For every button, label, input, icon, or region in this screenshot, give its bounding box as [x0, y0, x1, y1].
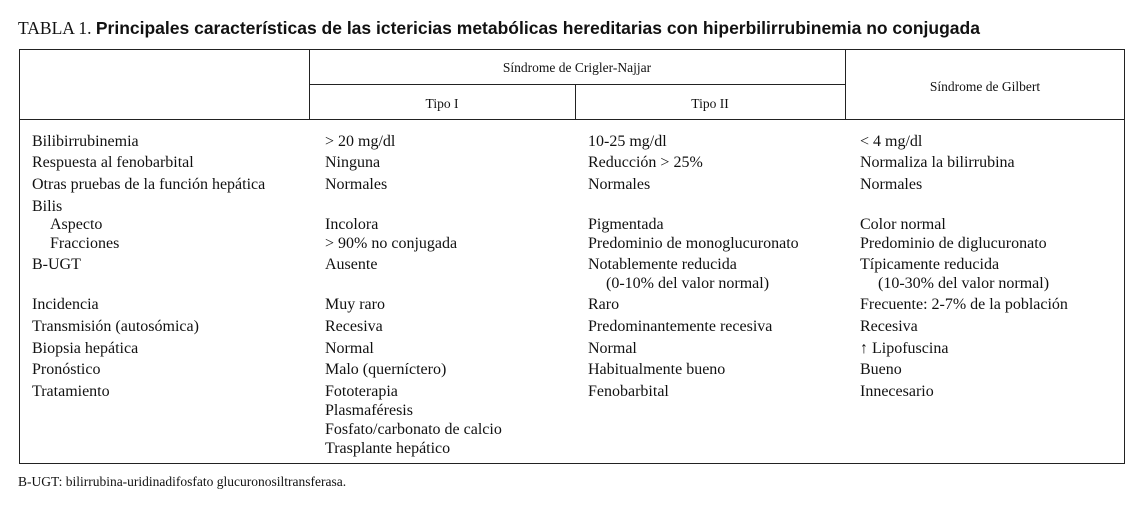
cell-line: (0-10% del valor normal) — [606, 275, 770, 292]
cell-tipo-2 — [588, 295, 619, 314]
cell-tipo-2 — [588, 234, 799, 253]
cell-line: Innecesario — [860, 383, 934, 400]
row-label: Aspecto — [50, 216, 103, 233]
cell-tipo-2 — [588, 382, 669, 401]
cell-gilbert — [860, 360, 902, 379]
cell-line: ↑ Lipofuscina — [860, 340, 949, 357]
row-label: Otras pruebas de la función hepática — [32, 176, 266, 193]
cell-line: (10-30% del valor normal) — [878, 275, 1050, 292]
header-tipo-2: Tipo II — [691, 96, 729, 111]
cell-line: Habitualmente bueno — [588, 361, 726, 378]
cell-line: Normaliza la bilirrubina — [860, 154, 1015, 171]
cell-line: Predominio de diglucuronato — [860, 235, 1047, 252]
table-caption: Principales características de las ictericias metabólicas hereditarias con hiperbilirrubinemia no conjugada — [95, 18, 980, 38]
table-title — [18, 17, 980, 39]
cell-gilbert — [860, 215, 946, 234]
footnote: B-UGT: bilirrubina-uridinadifosfato glucuronosiltransferasa. — [18, 474, 347, 489]
cell-tipo-1 — [325, 234, 457, 253]
cell-line: Normales — [325, 176, 388, 193]
cell-gilbert — [860, 317, 918, 336]
cell-line: Notablemente reducida — [588, 256, 737, 273]
cell-tipo-1 — [325, 317, 383, 336]
cell-line: Típicamente reducida — [860, 256, 1000, 273]
cell-line: Bueno — [860, 361, 902, 378]
cell-line: Normales — [860, 176, 923, 193]
cell-gilbert — [860, 153, 1015, 172]
cell-line: Malo (querníctero) — [325, 361, 447, 378]
row-label: Pronóstico — [32, 361, 101, 378]
cell-tipo-1 — [325, 132, 395, 151]
cell-line: > 20 mg/dl — [325, 133, 396, 150]
cell-line: Reducción > 25% — [588, 154, 703, 171]
cell-line: Ninguna — [325, 154, 381, 171]
cell-tipo-2 — [588, 255, 769, 293]
cell-tipo-1 — [325, 382, 502, 458]
header-gilbert: Síndrome de Gilbert — [929, 79, 1041, 94]
cell-line: Ausente — [325, 256, 378, 273]
row-label: Tratamiento — [32, 383, 110, 400]
cell-line: Fototerapia — [325, 383, 398, 400]
row-label: Fracciones — [50, 235, 120, 252]
cell-line: Color normal — [860, 216, 946, 233]
cell-gilbert — [860, 382, 934, 401]
cell-tipo-2 — [588, 360, 725, 379]
cell-line: Raro — [588, 296, 620, 313]
cell-line: Normales — [588, 176, 651, 193]
header-crigler-najjar: Síndrome de Crigler-Najjar — [502, 60, 652, 75]
cell-line: Muy raro — [325, 296, 385, 313]
cell-tipo-1 — [325, 295, 385, 314]
cell-line: Fosfato/carbonato de calcio — [325, 421, 502, 438]
cell-tipo-1 — [325, 360, 446, 379]
row-label: Bilibirrubinemia — [32, 133, 139, 150]
row-label: B-UGT — [32, 256, 81, 273]
cell-line: < 4 mg/dl — [860, 133, 923, 150]
cell-line: Plasmaféresis — [325, 402, 413, 419]
cell-line: Incolora — [325, 216, 379, 233]
cell-tipo-2 — [588, 153, 703, 172]
cell-line: 10-25 mg/dl — [588, 133, 667, 150]
header-tipo-1: Tipo I — [425, 96, 459, 111]
row-label: Incidencia — [32, 296, 99, 313]
row-label: Biopsia hepática — [32, 340, 139, 357]
cell-line: Predominio de monoglucuronato — [588, 235, 799, 252]
cell-tipo-1 — [325, 153, 380, 172]
header-group-divider — [309, 84, 845, 85]
cell-gilbert — [860, 132, 922, 151]
cell-tipo-2 — [588, 132, 667, 151]
cell-tipo-1 — [325, 175, 387, 194]
table-number: TABLA 1. — [18, 18, 92, 38]
cell-tipo-2 — [588, 317, 772, 336]
header-bottom-rule — [20, 119, 1125, 120]
row-label: Bilis — [32, 198, 63, 215]
cell-gilbert — [860, 234, 1047, 253]
cell-line: Fenobarbital — [588, 383, 669, 400]
cell-gilbert — [860, 339, 948, 358]
cell-line: Trasplante hepático — [325, 440, 451, 457]
cell-gilbert — [860, 295, 1068, 314]
cell-line: Predominantemente recesiva — [588, 318, 773, 335]
cell-line: Recesiva — [860, 318, 918, 335]
cell-tipo-2 — [588, 339, 637, 358]
cell-line: Normal — [325, 340, 374, 357]
cell-line: Normal — [588, 340, 637, 357]
row-label: Respuesta al fenobarbital — [32, 154, 194, 171]
cell-line: Frecuente: 2-7% de la población — [860, 296, 1068, 313]
cell-tipo-2 — [588, 215, 664, 234]
cell-tipo-2 — [588, 175, 650, 194]
row-label: Transmisión (autosómica) — [32, 318, 199, 335]
cell-line: Recesiva — [325, 318, 383, 335]
cell-tipo-1 — [325, 339, 374, 358]
cell-tipo-1 — [325, 255, 377, 274]
cell-line: > 90% no conjugada — [325, 235, 458, 252]
cell-gilbert — [860, 175, 922, 194]
cell-gilbert — [860, 255, 1049, 293]
cell-tipo-1 — [325, 215, 378, 234]
cell-line: Pigmentada — [588, 216, 664, 233]
